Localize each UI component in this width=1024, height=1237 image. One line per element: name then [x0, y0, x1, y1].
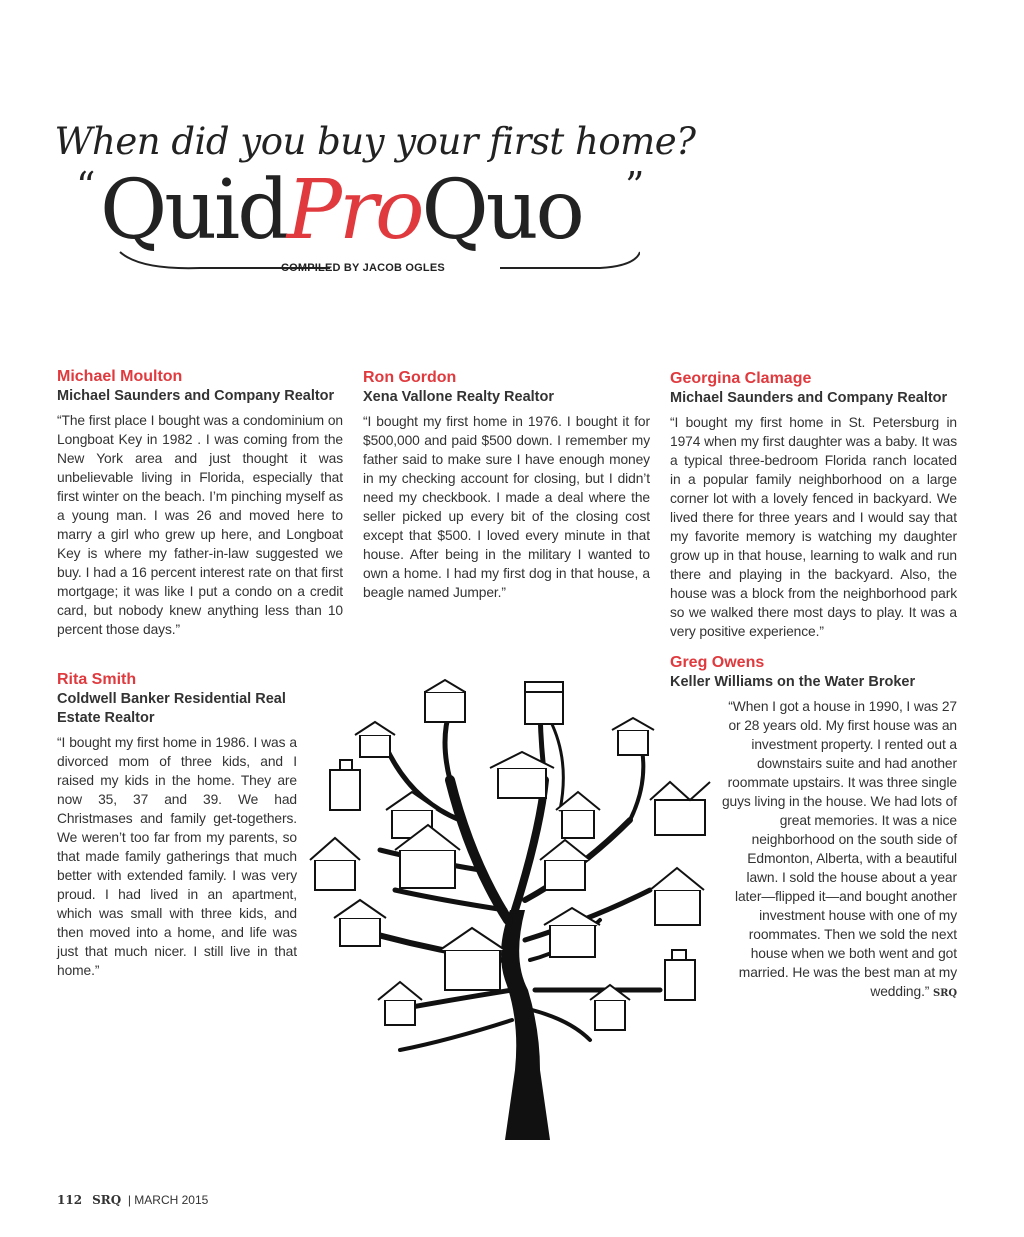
magazine-name: SRQ	[92, 1193, 122, 1207]
title-text	[100, 163, 582, 258]
page-footer	[57, 1193, 208, 1207]
entry-role: Coldwell Banker Residential Real Estate Realtor	[57, 691, 286, 726]
entry-role: Michael Saunders and Company Realtor	[57, 388, 335, 404]
headline: When did you buy your first home?	[54, 120, 696, 163]
byline: COMPILED BY JACOB OGLES	[281, 262, 445, 274]
entry-georgina-clamage	[670, 369, 957, 641]
entry-role: Michael Saunders and Company Realtor	[670, 390, 948, 406]
title-quo: Quo	[421, 163, 582, 258]
page-number: 112	[57, 1193, 83, 1207]
entry-name: Michael Moulton	[57, 368, 183, 385]
entry-rita-smith	[57, 670, 297, 980]
title-pro: Pro	[286, 163, 422, 258]
entry-quote-text: “When I got a house in 1990, I was 27 or 28 years old. My first house was an investment property. I rented out a downstairs suite and had another roommate upstairs. It was three single guys living in the house. We had lots of great memories. It was a nice neighborhood on the south side of Edmonton, Alberta, with a beautiful lawn. I sold the house about a year later—flipped it—and bought another investment house with one of my roommates. Then we sold the next house when we both went and got married. He was the best man at my wedding.”	[721, 699, 957, 999]
entry-name: Rita Smith	[57, 671, 137, 688]
entry-quote: “The first place I bought was a condominium on Longboat Key in 1982 . I was coming from the New York area and just thought it was unbelievable living in Florida, especially that first winter on the beach. I’m pinching myself as a young man. I was 26 and moved here to marry a girl who grew up here, and Longboat Key is where my father-in-law suggested we buy. I had a 16 percent interest rate on that first mortgage; it was like I put a condo on a credit card, but nobody knew anything less than 10 percent those days.”	[57, 413, 343, 637]
end-mark: SRQ	[933, 988, 957, 999]
title-open-quote: “	[76, 164, 96, 208]
entry-quote: “I bought my first home in 1976. I bought it for $500,000 and paid $500 down. I remember my father said to make sure I have enough money in my checking account for closing, but I didn’t need my checkbook. I made a deal where the seller picked up every bit of the closing cost except that $500. I loved every minute in that house. After being in the military I wanted to own a home. I had my first dog in that house, a beagle named Jumper.”	[363, 414, 650, 600]
entry-quote: “I bought my first home in 1986. I was a divorced mom of three kids, and I raised my kids in the home. They are now 35, 37 and 39. We had Christmases and family get-togethers. We weren’t too far from my parents, so that made family gatherings that much better with extended family. I was very proud. I had lived in an apartment, which was small with three kids, and then moved into a home, and life was just that much nicer. I still live in that home.”	[57, 735, 297, 978]
entry-role: Xena Vallone Realty Realtor	[363, 389, 554, 405]
entry-name: Ron Gordon	[363, 369, 457, 386]
issue-date: | MARCH 2015	[127, 1193, 209, 1207]
house-tree-illustration	[300, 660, 720, 1140]
entry-name: Georgina Clamage	[670, 370, 812, 387]
entry-ron-gordon	[363, 368, 650, 602]
title-close-quote: ”	[625, 164, 645, 208]
entry-role: Keller Williams on the Water Broker	[670, 674, 916, 690]
title-quid: Quid	[100, 163, 287, 258]
entry-quote: “I bought my first home in St. Petersburg in 1974 when my first daughter was a baby. It was a typical three-bedroom Florida ranch located in a popular family neighborhood on a large corner lot with a lovely fenced in backyard. We lived there for three years and I would say that my favorite memory is watching my daughter grow up in that house, learning to walk and run there and playing in the backyard. Also, the house was a block from the neighborhood park so we walked there most days to play. It was a very positive experience.”	[670, 415, 957, 639]
entry-name: Greg Owens	[670, 654, 765, 671]
entry-michael-moulton	[57, 367, 343, 639]
